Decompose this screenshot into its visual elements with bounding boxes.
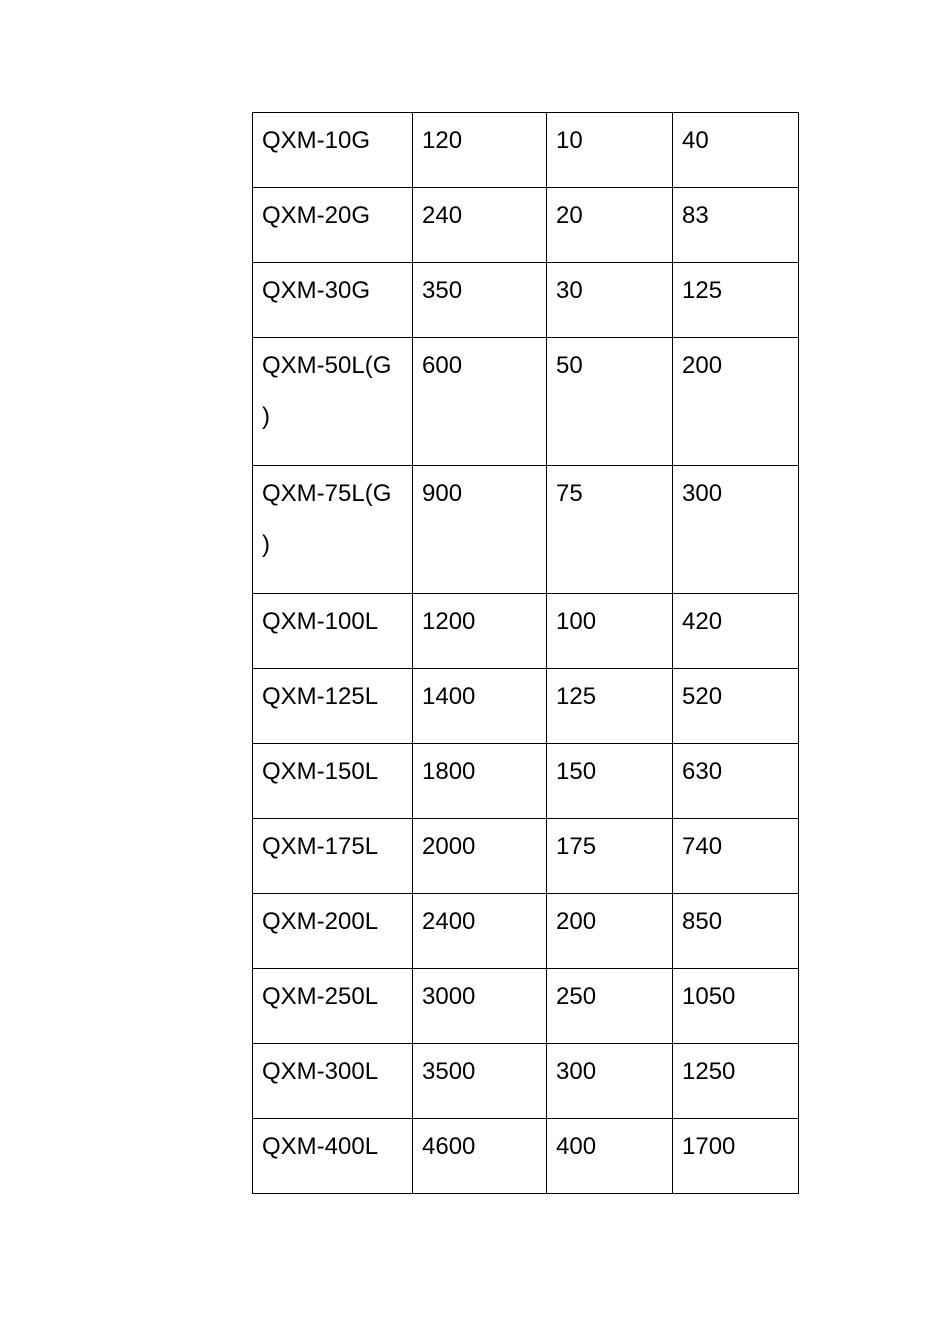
value-cell: 30 bbox=[547, 263, 673, 338]
model-text-line: ) bbox=[262, 531, 270, 558]
model-cell: QXM-10G bbox=[253, 113, 413, 188]
value-cell: 850 bbox=[673, 894, 799, 969]
model-text-line: QXM-75L(G bbox=[262, 480, 392, 507]
table-row bbox=[253, 594, 799, 669]
value-cell: 400 bbox=[547, 1119, 673, 1194]
value-cell: 1050 bbox=[673, 969, 799, 1044]
value-cell: 1250 bbox=[673, 1044, 799, 1119]
model-cell: QXM-250L bbox=[253, 969, 413, 1044]
value-cell: 350 bbox=[413, 263, 547, 338]
value-cell: 420 bbox=[673, 594, 799, 669]
value-cell: 2000 bbox=[413, 819, 547, 894]
value-cell: 83 bbox=[673, 188, 799, 263]
value-cell: 125 bbox=[673, 263, 799, 338]
model-cell: QXM-175L bbox=[253, 819, 413, 894]
value-cell: 1800 bbox=[413, 744, 547, 819]
value-cell: 75 bbox=[547, 466, 673, 594]
value-cell: 1400 bbox=[413, 669, 547, 744]
value-cell: 1700 bbox=[673, 1119, 799, 1194]
value-cell: 240 bbox=[413, 188, 547, 263]
value-cell: 4600 bbox=[413, 1119, 547, 1194]
value-cell: 50 bbox=[547, 338, 673, 466]
model-cell: QXM-125L bbox=[253, 669, 413, 744]
value-cell: 125 bbox=[547, 669, 673, 744]
model-text-line: ) bbox=[262, 403, 270, 430]
value-cell: 3500 bbox=[413, 1044, 547, 1119]
value-cell: 150 bbox=[547, 744, 673, 819]
table-row bbox=[253, 894, 799, 969]
value-cell: 630 bbox=[673, 744, 799, 819]
value-cell: 175 bbox=[547, 819, 673, 894]
model-cell bbox=[253, 338, 413, 466]
table-row bbox=[253, 669, 799, 744]
model-text-line: QXM-50L(G bbox=[262, 352, 392, 379]
value-cell: 200 bbox=[673, 338, 799, 466]
table-row bbox=[253, 263, 799, 338]
model-cell: QXM-400L bbox=[253, 1119, 413, 1194]
table-row bbox=[253, 113, 799, 188]
value-cell: 100 bbox=[547, 594, 673, 669]
table-row bbox=[253, 1044, 799, 1119]
value-cell: 250 bbox=[547, 969, 673, 1044]
model-cell bbox=[253, 466, 413, 594]
value-cell: 600 bbox=[413, 338, 547, 466]
value-cell: 1200 bbox=[413, 594, 547, 669]
model-cell: QXM-300L bbox=[253, 1044, 413, 1119]
value-cell: 200 bbox=[547, 894, 673, 969]
table-row bbox=[253, 466, 799, 594]
value-cell: 2400 bbox=[413, 894, 547, 969]
table-row bbox=[253, 188, 799, 263]
value-cell: 740 bbox=[673, 819, 799, 894]
value-cell: 300 bbox=[547, 1044, 673, 1119]
table-row bbox=[253, 969, 799, 1044]
value-cell: 520 bbox=[673, 669, 799, 744]
model-cell: QXM-30G bbox=[253, 263, 413, 338]
model-cell: QXM-200L bbox=[253, 894, 413, 969]
model-cell: QXM-150L bbox=[253, 744, 413, 819]
table-row bbox=[253, 744, 799, 819]
table-row bbox=[253, 1119, 799, 1194]
value-cell: 900 bbox=[413, 466, 547, 594]
value-cell: 3000 bbox=[413, 969, 547, 1044]
model-cell: QXM-100L bbox=[253, 594, 413, 669]
model-spec-table bbox=[252, 112, 799, 1194]
value-cell: 120 bbox=[413, 113, 547, 188]
model-cell: QXM-20G bbox=[253, 188, 413, 263]
table-row bbox=[253, 338, 799, 466]
table-row bbox=[253, 819, 799, 894]
value-cell: 40 bbox=[673, 113, 799, 188]
value-cell: 10 bbox=[547, 113, 673, 188]
value-cell: 20 bbox=[547, 188, 673, 263]
value-cell: 300 bbox=[673, 466, 799, 594]
